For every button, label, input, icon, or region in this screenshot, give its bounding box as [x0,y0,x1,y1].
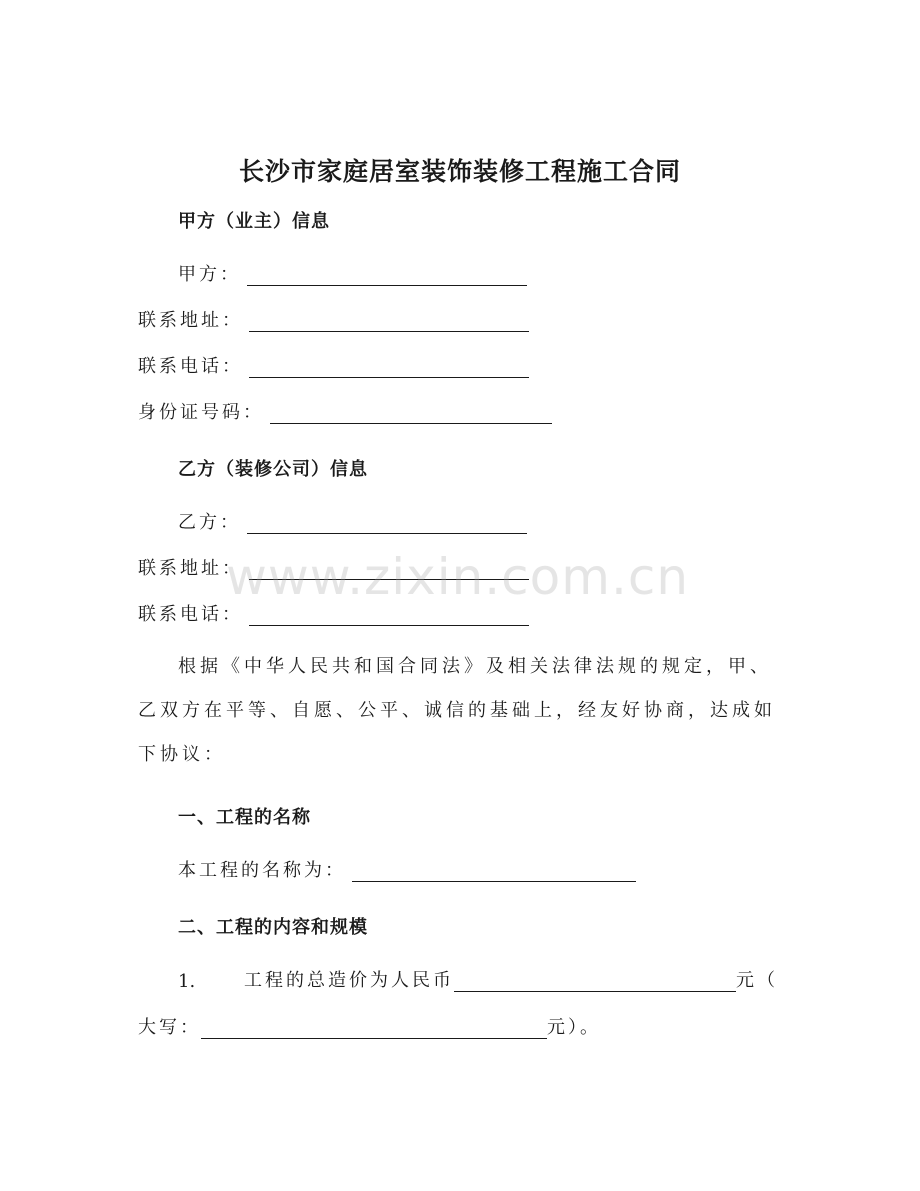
intro-paragraph: 根据《中华人民共和国合同法》及相关法律法规的规定，甲、乙双方在平等、自愿、公平、诚信的基础上，经友好协商，达成如下协议： [138,656,776,765]
total-price-upper-end: 元）。 [547,1017,601,1038]
party-b-name-field [178,508,527,534]
party-b-name-blank[interactable] [247,513,527,534]
party-a-address-label: 联系地址： [138,310,243,331]
section1-heading: 一、工程的名称 [178,807,311,828]
project-name-field [178,856,636,882]
party-b-name-label: 乙方： [178,512,241,533]
total-price-field [178,966,778,992]
total-price-unit: 元（ [736,970,778,991]
party-b-phone-blank[interactable] [249,605,529,626]
total-price-upper-label: 大写： [138,1017,201,1038]
party-a-name-field [178,260,527,286]
party-b-address-label: 联系地址： [138,558,243,579]
party-a-id-blank[interactable] [270,403,552,424]
party-a-id-field [138,398,552,424]
project-name-label: 本工程的名称为： [178,860,346,881]
party-a-phone-field [138,352,529,378]
item-number: 1. [178,971,196,992]
party-a-heading: 甲方（业主）信息 [178,211,330,232]
total-price-upper-field [138,1013,601,1039]
party-a-id-label: 身份证号码： [138,402,264,423]
party-a-name-label: 甲方： [178,264,241,285]
total-price-label: 工程的总造价为人民币 [244,970,454,991]
watermark: www.zixin.com.cn [226,548,690,606]
project-name-blank[interactable] [352,861,636,882]
party-a-phone-label: 联系电话： [138,356,243,377]
party-a-phone-blank[interactable] [249,357,529,378]
party-a-address-blank[interactable] [249,311,529,332]
party-a-name-blank[interactable] [247,265,527,286]
document-title: 长沙市家庭居室装饰装修工程施工合同 [238,157,681,186]
total-price-blank[interactable] [454,971,736,992]
party-a-address-field [138,306,529,332]
party-b-heading: 乙方（装修公司）信息 [178,459,368,480]
total-price-upper-blank[interactable] [201,1018,547,1039]
section2-heading: 二、工程的内容和规模 [178,917,368,938]
party-b-phone-label: 联系电话： [138,604,243,625]
